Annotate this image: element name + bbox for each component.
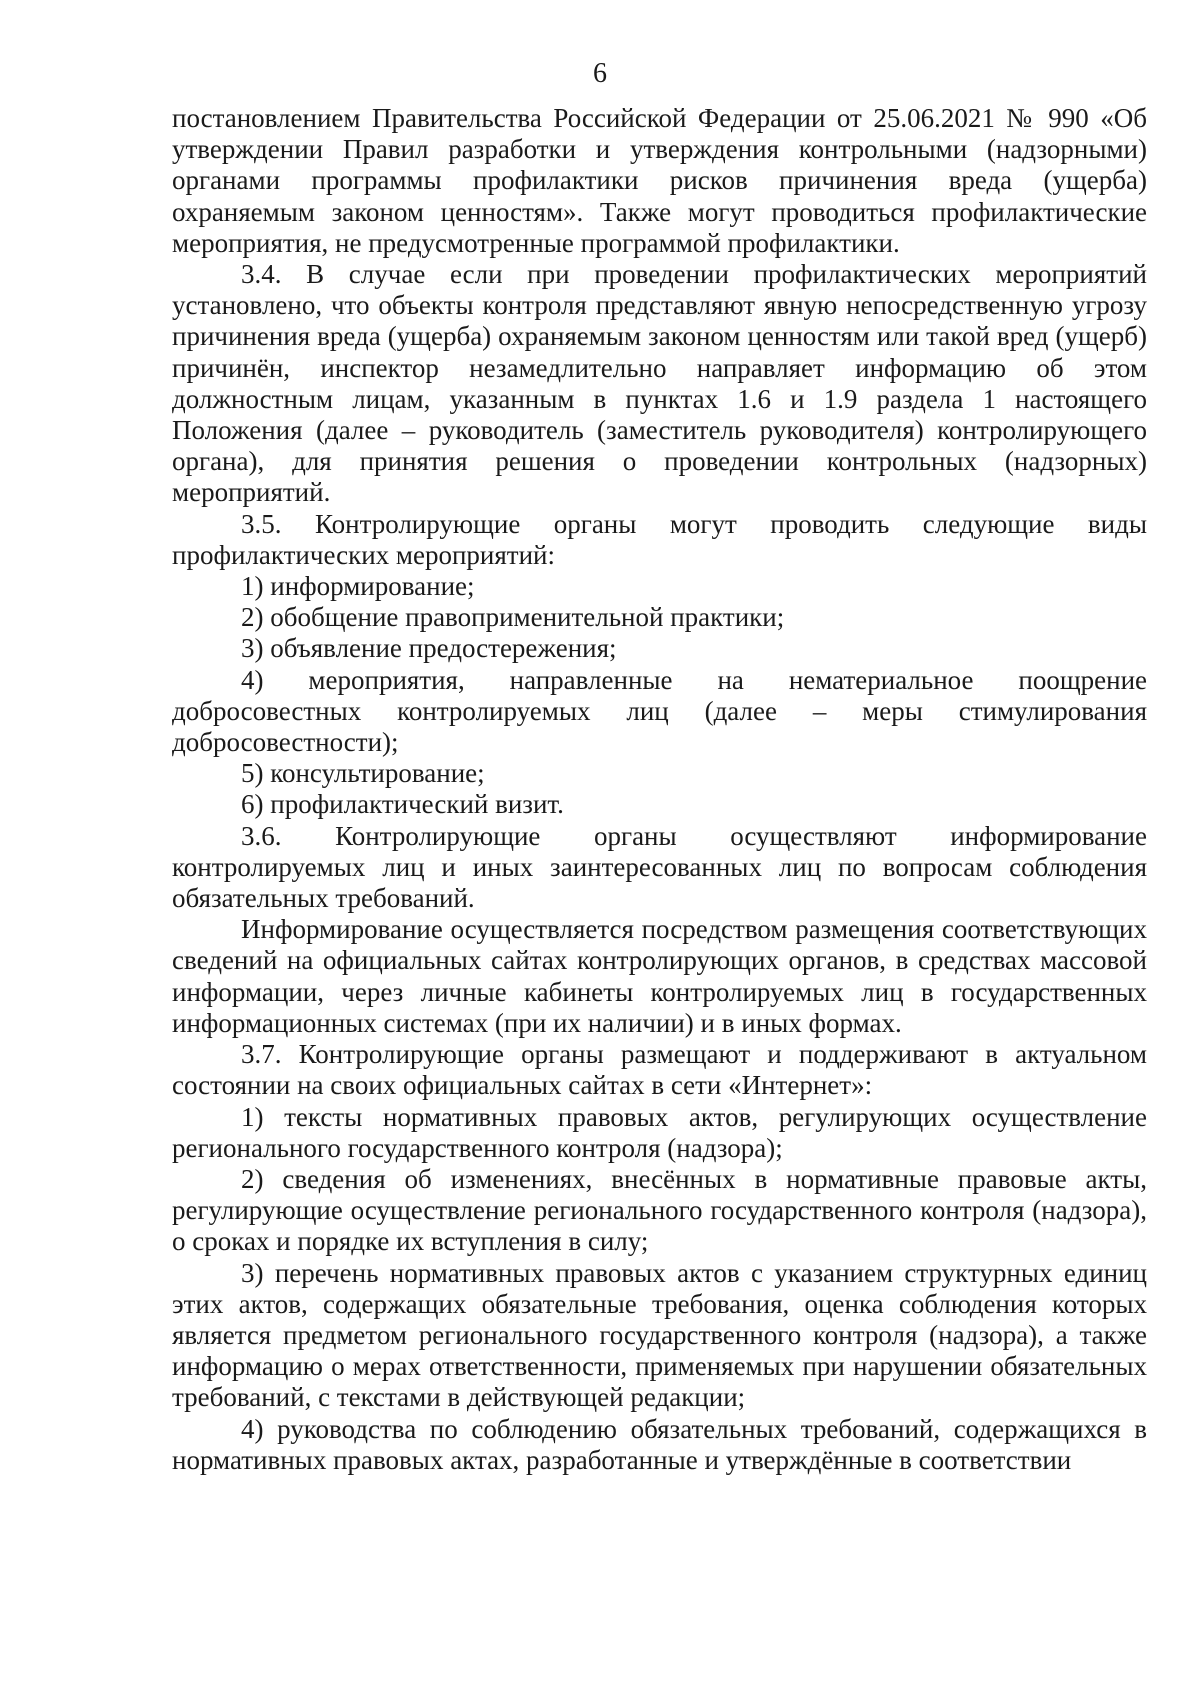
paragraph: 4) мероприятия, направленные на нематериальное поощрение добросовестных контролируемых лиц (далее – меры стимулирования добросовестности); xyxy=(172,664,1147,758)
paragraph: постановлением Правительства Российской Федерации от 25.06.2021 № 990 «Об утверждении Правил разработки и утверждения контрольными (надзорными) органами программы профилактики рисков причинения вреда (ущерба) охраняемым законом ценностям». Также могут проводиться профилактические мероприятия, не предусмотренные программой профилактики. xyxy=(172,103,1147,258)
page-number: 6 xyxy=(593,58,607,89)
paragraph: Информирование осуществляется посредством размещения соответствующих сведений на официальных сайтах контролирующих органов, в средствах массовой информации, через личные кабинеты контролируемых лиц в государственных информационных системах (при их наличии) и в иных формах. xyxy=(172,914,1147,1038)
paragraph: 4) руководства по соблюдению обязательных требований, содержащихся в нормативных правовых актах, разработанные и утверждённые в соответствии xyxy=(172,1413,1147,1475)
paragraph: 5) консультирование; xyxy=(241,758,485,789)
paragraph: 2) сведения об изменениях, внесённых в нормативные правовые акты, регулирующие осуществление регионального государственного контроля (надзора), о сроках и порядке их вступления в силу; xyxy=(172,1163,1147,1257)
paragraph: 6) профилактический визит. xyxy=(241,789,564,820)
paragraph: 1) информирование; xyxy=(241,571,475,602)
paragraph: 3.6. Контролирующие органы осуществляют информирование контролируемых лиц и иных заинтересованных лиц по вопросам соблюдения обязательных требований. xyxy=(172,820,1147,914)
paragraph: 3.4. В случае если при проведении профилактических мероприятий установлено, что объекты контроля представляют явную непосредственную угрозу причинения вреда (ущерба) охраняемым законом ценностям или такой вред (ущерб) причинён, инспектор незамедлительно направляет информацию об этом должностным лицам, указанным в пунктах 1.6 и 1.9 раздела 1 настоящего Положения (далее – руководитель (заместитель руководителя) контролирующего органа), для принятия решения о проведении контрольных (надзорных) мероприятий. xyxy=(172,259,1147,508)
paragraph: 3.5. Контролирующие органы могут проводить следующие виды профилактических мероприятий: xyxy=(172,508,1147,570)
paragraph: 1) тексты нормативных правовых актов, регулирующих осуществление регионального государственного контроля (надзора); xyxy=(172,1101,1147,1163)
paragraph: 3.7. Контролирующие органы размещают и поддерживают в актуальном состоянии на своих официальных сайтах в сети «Интернет»: xyxy=(172,1039,1147,1101)
paragraph: 2) обобщение правоприменительной практики; xyxy=(241,602,785,633)
paragraph: 3) перечень нормативных правовых актов с указанием структурных единиц этих актов, содержащих обязательные требования, оценка соблюдения которых является предметом регионального государственного контроля (надзора), а также информацию о мерах ответственности, применяемых при нарушении обязательных требований, с текстами в действующей редакции; xyxy=(172,1257,1147,1413)
paragraph: 3) объявление предостережения; xyxy=(241,633,617,664)
document-body xyxy=(172,103,1147,1476)
